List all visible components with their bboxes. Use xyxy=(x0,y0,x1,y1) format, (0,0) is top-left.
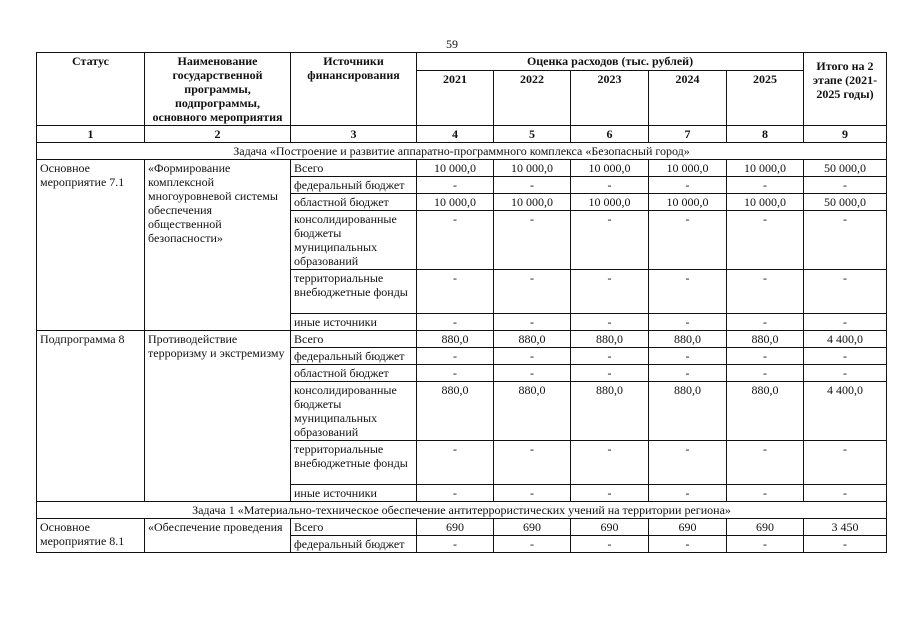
page-number: 59 xyxy=(446,37,458,51)
source-cell: консолидированные бюджеты муниципальных образований xyxy=(291,382,417,441)
value-cell: - xyxy=(649,314,727,331)
value-cell: 880,0 xyxy=(494,331,571,348)
value-cell: 10 000,0 xyxy=(727,194,804,211)
value-cell: 10 000,0 xyxy=(727,160,804,177)
source-cell: областной бюджет xyxy=(291,194,417,211)
value-cell: - xyxy=(649,270,727,314)
source-cell: иные источники xyxy=(291,314,417,331)
header-estimate: Оценка расходов (тыс. рублей) xyxy=(417,53,804,71)
value-cell: - xyxy=(571,314,649,331)
column-index: 6 xyxy=(571,126,649,143)
column-index: 1 xyxy=(37,126,145,143)
status-cell: Основное мероприятие 7.1 xyxy=(37,160,145,331)
source-cell: территориальные внебюджетные фонды xyxy=(291,270,417,314)
task-title: Задача «Построение и развитие аппаратно-программного комплекса «Безопасный город» xyxy=(37,143,887,160)
value-cell: 690 xyxy=(727,519,804,536)
column-index: 5 xyxy=(494,126,571,143)
value-cell: - xyxy=(649,177,727,194)
source-cell: территориальные внебюджетные фонды xyxy=(291,441,417,485)
source-cell: федеральный бюджет xyxy=(291,536,417,553)
column-index: 7 xyxy=(649,126,727,143)
table-row xyxy=(37,331,887,348)
source-cell: федеральный бюджет xyxy=(291,177,417,194)
column-index: 8 xyxy=(727,126,804,143)
name-cell: Противодействие терроризму и экстремизму xyxy=(145,331,291,502)
value-cell: - xyxy=(494,348,571,365)
header-name: Наименование государственной программы, подпрограммы, основного мероприятия xyxy=(145,53,291,126)
value-cell: - xyxy=(417,177,494,194)
source-cell: Всего xyxy=(291,519,417,536)
task-title: Задача 1 «Материально-техническое обеспечение антитеррористических учений на территории региона» xyxy=(37,502,887,519)
status-cell: Подпрограмма 8 xyxy=(37,331,145,502)
header-row-1 xyxy=(37,53,887,71)
value-cell: 880,0 xyxy=(571,331,649,348)
total-cell: - xyxy=(804,441,887,485)
budget-table-wrapper xyxy=(36,52,887,553)
total-cell: 50 000,0 xyxy=(804,194,887,211)
value-cell: - xyxy=(649,348,727,365)
value-cell: - xyxy=(417,270,494,314)
column-index: 4 xyxy=(417,126,494,143)
header-year-2025: 2025 xyxy=(727,71,804,126)
value-cell: - xyxy=(494,536,571,553)
value-cell: - xyxy=(494,211,571,270)
value-cell: 880,0 xyxy=(649,382,727,441)
value-cell: 880,0 xyxy=(727,331,804,348)
header-year-2021: 2021 xyxy=(417,71,494,126)
value-cell: 10 000,0 xyxy=(649,194,727,211)
total-cell: 50 000,0 xyxy=(804,160,887,177)
value-cell: - xyxy=(417,536,494,553)
value-cell: - xyxy=(649,365,727,382)
value-cell: - xyxy=(571,365,649,382)
value-cell: - xyxy=(417,211,494,270)
total-cell: - xyxy=(804,485,887,502)
header-year-2022: 2022 xyxy=(494,71,571,126)
value-cell: - xyxy=(727,211,804,270)
header-sources: Источники финансирования xyxy=(291,53,417,126)
total-cell: 4 400,0 xyxy=(804,382,887,441)
table-row xyxy=(37,519,887,536)
task-row xyxy=(37,502,887,519)
column-index: 9 xyxy=(804,126,887,143)
value-cell: - xyxy=(649,485,727,502)
value-cell: - xyxy=(727,177,804,194)
source-cell: областной бюджет xyxy=(291,365,417,382)
total-cell: - xyxy=(804,314,887,331)
value-cell: 690 xyxy=(417,519,494,536)
value-cell: 880,0 xyxy=(494,382,571,441)
budget-table xyxy=(36,52,887,553)
value-cell: - xyxy=(494,270,571,314)
value-cell: 10 000,0 xyxy=(649,160,727,177)
value-cell: - xyxy=(727,536,804,553)
value-cell: 10 000,0 xyxy=(494,194,571,211)
value-cell: 10 000,0 xyxy=(494,160,571,177)
value-cell: - xyxy=(571,441,649,485)
name-cell: «Формирование комплексной многоуровневой системы обеспечения общественной безопасности» xyxy=(145,160,291,331)
header-year-2023: 2023 xyxy=(571,71,649,126)
value-cell: - xyxy=(571,485,649,502)
task-row xyxy=(37,143,887,160)
total-cell: - xyxy=(804,536,887,553)
source-cell: консолидированные бюджеты муниципальных образований xyxy=(291,211,417,270)
value-cell: - xyxy=(494,441,571,485)
value-cell: - xyxy=(727,270,804,314)
value-cell: - xyxy=(649,441,727,485)
header-status: Статус xyxy=(37,53,145,126)
value-cell: - xyxy=(571,177,649,194)
column-index: 3 xyxy=(291,126,417,143)
value-cell: - xyxy=(571,270,649,314)
value-cell: - xyxy=(571,348,649,365)
value-cell: 880,0 xyxy=(571,382,649,441)
total-cell: - xyxy=(804,365,887,382)
source-cell: Всего xyxy=(291,160,417,177)
total-cell: 4 400,0 xyxy=(804,331,887,348)
value-cell: - xyxy=(494,485,571,502)
value-cell: 880,0 xyxy=(727,382,804,441)
value-cell: 690 xyxy=(494,519,571,536)
value-cell: - xyxy=(571,536,649,553)
source-cell: Всего xyxy=(291,331,417,348)
value-cell: - xyxy=(649,536,727,553)
status-cell: Основное мероприятие 8.1 xyxy=(37,519,145,553)
source-cell: федеральный бюджет xyxy=(291,348,417,365)
value-cell: - xyxy=(417,348,494,365)
source-cell: иные источники xyxy=(291,485,417,502)
column-index-row xyxy=(37,126,887,143)
value-cell: - xyxy=(727,485,804,502)
header-total: Итого на 2 этапе (2021-2025 годы) xyxy=(804,53,887,126)
value-cell: - xyxy=(727,348,804,365)
value-cell: - xyxy=(417,314,494,331)
total-cell: - xyxy=(804,348,887,365)
value-cell: 880,0 xyxy=(649,331,727,348)
value-cell: 690 xyxy=(571,519,649,536)
value-cell: - xyxy=(417,441,494,485)
value-cell: - xyxy=(727,365,804,382)
column-index: 2 xyxy=(145,126,291,143)
value-cell: - xyxy=(417,365,494,382)
total-cell: - xyxy=(804,270,887,314)
value-cell: 10 000,0 xyxy=(571,194,649,211)
value-cell: 690 xyxy=(649,519,727,536)
value-cell: 880,0 xyxy=(417,382,494,441)
value-cell: - xyxy=(727,441,804,485)
header-year-2024: 2024 xyxy=(649,71,727,126)
value-cell: 10 000,0 xyxy=(571,160,649,177)
value-cell: - xyxy=(494,314,571,331)
value-cell: 10 000,0 xyxy=(417,160,494,177)
table-row xyxy=(37,160,887,177)
value-cell: 880,0 xyxy=(417,331,494,348)
total-cell: - xyxy=(804,211,887,270)
value-cell: 10 000,0 xyxy=(417,194,494,211)
value-cell: - xyxy=(571,211,649,270)
value-cell: - xyxy=(494,365,571,382)
value-cell: - xyxy=(417,485,494,502)
value-cell: - xyxy=(727,314,804,331)
total-cell: 3 450 xyxy=(804,519,887,536)
value-cell: - xyxy=(649,211,727,270)
name-cell: «Обеспечение проведения xyxy=(145,519,291,553)
total-cell: - xyxy=(804,177,887,194)
value-cell: - xyxy=(494,177,571,194)
